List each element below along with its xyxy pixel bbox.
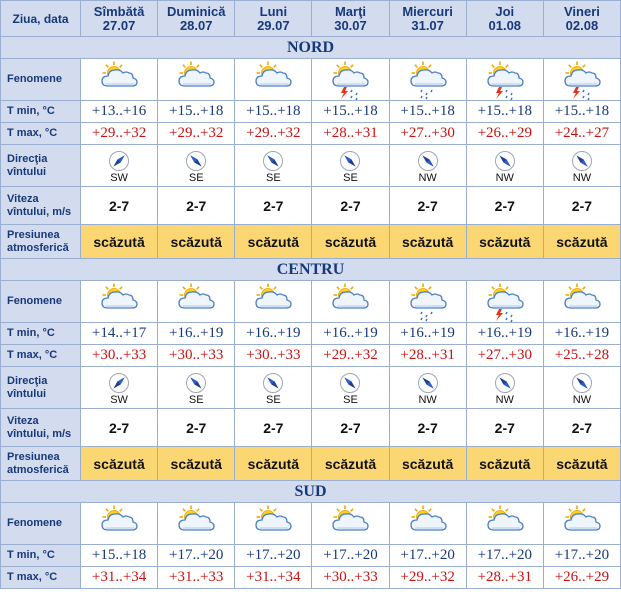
- wind-direction-label: SE: [188, 171, 204, 184]
- tmax-value: +28..+31: [312, 123, 389, 145]
- tmax-value: +31..+34: [235, 567, 312, 589]
- weather-cell: [158, 59, 235, 101]
- wind-arrow-icon: [571, 372, 593, 394]
- wind-arrow-icon: [494, 150, 516, 172]
- day-name: Duminică: [166, 3, 226, 19]
- tmax-value: +26..+29: [543, 567, 620, 589]
- sun-cloud-icon: [327, 282, 373, 322]
- row-label: Presiunea atmosferică: [1, 447, 81, 481]
- day-header: [543, 1, 620, 37]
- tmin-value: +17..+20: [235, 545, 312, 567]
- tmin-value: +14..+17: [81, 323, 158, 345]
- tmax-value: +26..+29: [466, 123, 543, 145]
- pressure-value: scăzută: [312, 447, 389, 481]
- tmax-value: +29..+32: [312, 345, 389, 367]
- wind-arrow-icon: [108, 372, 130, 394]
- tmax-value: +24..+27: [543, 123, 620, 145]
- wind-speed-value: 2-7: [81, 409, 158, 447]
- day-date: 30.07: [334, 17, 367, 33]
- tmin-value: +16..+19: [543, 323, 620, 345]
- wind-direction-cell: [466, 145, 543, 187]
- wind-speed-value: 2-7: [466, 187, 543, 225]
- weather-cell: [466, 503, 543, 545]
- tmin-value: +16..+19: [389, 323, 466, 345]
- wind-direction-cell: [389, 367, 466, 409]
- wind-direction-cell: [158, 367, 235, 409]
- tmin-value: +15..+18: [466, 101, 543, 123]
- tmin-value: +15..+18: [312, 101, 389, 123]
- wind-direction-cell: [312, 145, 389, 187]
- row-label: T max, °C: [1, 123, 81, 145]
- tmax-value: +31..+33: [158, 567, 235, 589]
- tmin-value: +15..+18: [389, 101, 466, 123]
- wind-direction-label: SE: [266, 393, 281, 406]
- wind-direction-cell: [235, 145, 312, 187]
- day-header: [235, 1, 312, 37]
- day-date: 31.07: [411, 17, 444, 33]
- sun-cloud-icon: [173, 504, 219, 544]
- section-title: SUD: [1, 481, 621, 503]
- tmax-value: +27..+30: [466, 345, 543, 367]
- pressure-value: scăzută: [81, 447, 158, 481]
- tmax-value: +29..+32: [235, 123, 312, 145]
- day-name: Luni: [259, 3, 288, 19]
- wind-direction-label: SE: [188, 393, 204, 406]
- wind-speed-row: [1, 409, 621, 447]
- section-row: [1, 481, 621, 503]
- tmax-value: +30..+33: [158, 345, 235, 367]
- wind-arrow-icon: [417, 150, 439, 172]
- wind-arrow-icon: [339, 372, 361, 394]
- row-label: T min, °C: [1, 101, 81, 123]
- sun-cloud-icon: [96, 504, 142, 544]
- tmin-value: +17..+20: [466, 545, 543, 567]
- sun-cloud-icon: [250, 282, 296, 322]
- thunder-rain-icon: [482, 60, 528, 100]
- wind-direction-cell: [389, 145, 466, 187]
- weather-cell: [389, 503, 466, 545]
- weather-cell: [81, 281, 158, 323]
- day-header: [312, 1, 389, 37]
- pressure-row: [1, 225, 621, 259]
- pressure-value: scăzută: [389, 225, 466, 259]
- tmax-value: +29..+32: [81, 123, 158, 145]
- day-date: 01.08: [488, 17, 522, 33]
- tmin-row: [1, 323, 621, 345]
- wind-direction-row: [1, 367, 621, 409]
- pressure-value: scăzută: [466, 225, 543, 259]
- wind-direction-label: NW: [572, 171, 592, 184]
- tmax-value: +30..+33: [235, 345, 312, 367]
- pressure-value: scăzută: [466, 447, 543, 481]
- wind-direction-cell: [543, 367, 620, 409]
- tmin-value: +16..+19: [235, 323, 312, 345]
- pressure-value: scăzută: [158, 447, 235, 481]
- pressure-value: scăzută: [312, 225, 389, 259]
- day-header: [389, 1, 466, 37]
- row-label: T max, °C: [1, 567, 81, 589]
- weather-cell: [81, 503, 158, 545]
- tmax-value: +30..+33: [81, 345, 158, 367]
- rain-cloud-icon: [405, 60, 451, 100]
- sun-cloud-icon: [559, 504, 605, 544]
- wind-speed-value: 2-7: [158, 409, 235, 447]
- wind-arrow-icon: [262, 150, 284, 172]
- pressure-value: scăzută: [81, 225, 158, 259]
- weather-cell: [235, 281, 312, 323]
- thunder-rain-icon: [482, 282, 528, 322]
- tmax-value: +31..+34: [81, 567, 158, 589]
- sun-cloud-icon: [173, 60, 219, 100]
- wind-arrow-icon: [185, 372, 207, 394]
- sun-cloud-icon: [250, 60, 296, 100]
- wind-speed-value: 2-7: [312, 409, 389, 447]
- wind-arrow-icon: [571, 150, 593, 172]
- day-name: Miercuri: [402, 3, 453, 19]
- tmin-value: +17..+20: [158, 545, 235, 567]
- weather-cell: [81, 59, 158, 101]
- weather-cell: [312, 503, 389, 545]
- wind-direction-label: SE: [343, 393, 358, 406]
- wind-direction-label: NW: [418, 393, 437, 406]
- weather-cell: [543, 281, 620, 323]
- header-label: Ziua, data: [1, 1, 81, 37]
- wind-direction-cell: [81, 145, 158, 187]
- sun-cloud-icon: [559, 282, 605, 322]
- weather-cell: [466, 281, 543, 323]
- tmin-value: +15..+18: [235, 101, 312, 123]
- wind-speed-value: 2-7: [81, 187, 158, 225]
- pressure-value: scăzută: [543, 225, 620, 259]
- tmin-value: +15..+18: [543, 101, 620, 123]
- wind-direction-cell: [543, 145, 620, 187]
- tmax-row: [1, 567, 621, 589]
- day-date: 02.08: [565, 17, 599, 33]
- weather-cell: [466, 59, 543, 101]
- wind-direction-cell: [81, 367, 158, 409]
- sun-cloud-icon: [173, 282, 219, 322]
- wind-speed-value: 2-7: [543, 409, 620, 447]
- sun-cloud-icon: [250, 504, 296, 544]
- day-header: [81, 1, 158, 37]
- weather-cell: [389, 59, 466, 101]
- sun-cloud-icon: [482, 504, 528, 544]
- tmin-value: +17..+20: [543, 545, 620, 567]
- day-name: Vineri: [563, 3, 600, 19]
- wind-direction-label: NW: [495, 393, 514, 406]
- day-header: [158, 1, 235, 37]
- weather-cell: [543, 59, 620, 101]
- wind-speed-value: 2-7: [235, 187, 312, 225]
- phenomena-row: [1, 281, 621, 323]
- wind-direction-label: SE: [343, 171, 358, 184]
- row-label: Fenomene: [1, 59, 81, 101]
- wind-direction-label: NW: [418, 171, 437, 184]
- day-name: Joi: [495, 3, 515, 19]
- day-name: Marţi: [334, 3, 367, 19]
- sun-cloud-icon: [327, 504, 373, 544]
- wind-direction-cell: [158, 145, 235, 187]
- weather-cell: [158, 281, 235, 323]
- sun-cloud-icon: [96, 282, 142, 322]
- row-label: Direcţia vîntului: [1, 367, 81, 409]
- wind-direction-cell: [466, 367, 543, 409]
- row-label: T min, °C: [1, 545, 81, 567]
- tmin-row: [1, 101, 621, 123]
- row-label: Viteza vîntului, m/s: [1, 409, 81, 447]
- section-title: CENTRU: [1, 259, 621, 281]
- pressure-value: scăzută: [235, 447, 312, 481]
- wind-direction-label: NW: [572, 393, 592, 406]
- section-row: [1, 37, 621, 59]
- tmax-value: +25..+28: [543, 345, 620, 367]
- rain-cloud-icon: [405, 282, 451, 322]
- tmax-value: +30..+33: [312, 567, 389, 589]
- wind-speed-value: 2-7: [543, 187, 620, 225]
- wind-arrow-icon: [417, 372, 439, 394]
- day-header: [466, 1, 543, 37]
- wind-speed-value: 2-7: [389, 187, 466, 225]
- tmax-value: +28..+31: [389, 345, 466, 367]
- wind-direction-label: SW: [110, 171, 128, 184]
- wind-speed-value: 2-7: [158, 187, 235, 225]
- sun-cloud-icon: [405, 504, 451, 544]
- tmax-row: [1, 123, 621, 145]
- tmin-value: +17..+20: [312, 545, 389, 567]
- thunder-rain-icon: [559, 60, 605, 100]
- tmin-value: +15..+18: [158, 101, 235, 123]
- row-label: Fenomene: [1, 281, 81, 323]
- pressure-value: scăzută: [235, 225, 312, 259]
- tmin-value: +17..+20: [389, 545, 466, 567]
- tmin-value: +15..+18: [81, 545, 158, 567]
- tmin-value: +16..+19: [466, 323, 543, 345]
- wind-arrow-icon: [339, 150, 361, 172]
- row-label: Presiunea atmosferică: [1, 225, 81, 259]
- forecast-body: [1, 1, 621, 589]
- wind-speed-value: 2-7: [312, 187, 389, 225]
- tmax-value: +27..+30: [389, 123, 466, 145]
- weather-cell: [158, 503, 235, 545]
- wind-direction-label: SW: [110, 393, 128, 406]
- weather-cell: [312, 281, 389, 323]
- row-label: Direcţia vîntului: [1, 145, 81, 187]
- day-name: Sîmbătă: [93, 3, 145, 19]
- row-label: Fenomene: [1, 503, 81, 545]
- wind-speed-row: [1, 187, 621, 225]
- weather-cell: [235, 59, 312, 101]
- tmin-value: +16..+19: [158, 323, 235, 345]
- wind-direction-label: SE: [266, 171, 281, 184]
- pressure-value: scăzută: [158, 225, 235, 259]
- weather-cell: [312, 59, 389, 101]
- tmin-value: +13..+16: [81, 101, 158, 123]
- wind-speed-value: 2-7: [389, 409, 466, 447]
- header-row: [1, 1, 621, 37]
- wind-arrow-icon: [108, 150, 130, 172]
- tmin-value: +16..+19: [312, 323, 389, 345]
- wind-speed-value: 2-7: [466, 409, 543, 447]
- phenomena-row: [1, 503, 621, 545]
- thunder-rain-icon: [327, 60, 373, 100]
- pressure-value: scăzută: [543, 447, 620, 481]
- weather-cell: [235, 503, 312, 545]
- wind-direction-cell: [235, 367, 312, 409]
- sun-cloud-icon: [96, 60, 142, 100]
- phenomena-row: [1, 59, 621, 101]
- wind-direction-label: NW: [495, 171, 514, 184]
- wind-direction-row: [1, 145, 621, 187]
- tmax-row: [1, 345, 621, 367]
- tmax-value: +28..+31: [466, 567, 543, 589]
- section-title: NORD: [1, 37, 621, 59]
- tmin-row: [1, 545, 621, 567]
- weather-cell: [543, 503, 620, 545]
- weather-cell: [389, 281, 466, 323]
- day-date: 29.07: [257, 17, 290, 33]
- wind-arrow-icon: [262, 372, 284, 394]
- wind-arrow-icon: [494, 372, 516, 394]
- row-label: T max, °C: [1, 345, 81, 367]
- wind-direction-cell: [312, 367, 389, 409]
- wind-arrow-icon: [185, 150, 207, 172]
- pressure-row: [1, 447, 621, 481]
- tmax-value: +29..+32: [389, 567, 466, 589]
- row-label: T min, °C: [1, 323, 81, 345]
- wind-speed-value: 2-7: [235, 409, 312, 447]
- day-date: 28.07: [179, 17, 213, 33]
- section-row: [1, 259, 621, 281]
- day-date: 27.07: [102, 17, 136, 33]
- pressure-value: scăzută: [389, 447, 466, 481]
- row-label: Viteza vîntului, m/s: [1, 187, 81, 225]
- tmax-value: +29..+32: [158, 123, 235, 145]
